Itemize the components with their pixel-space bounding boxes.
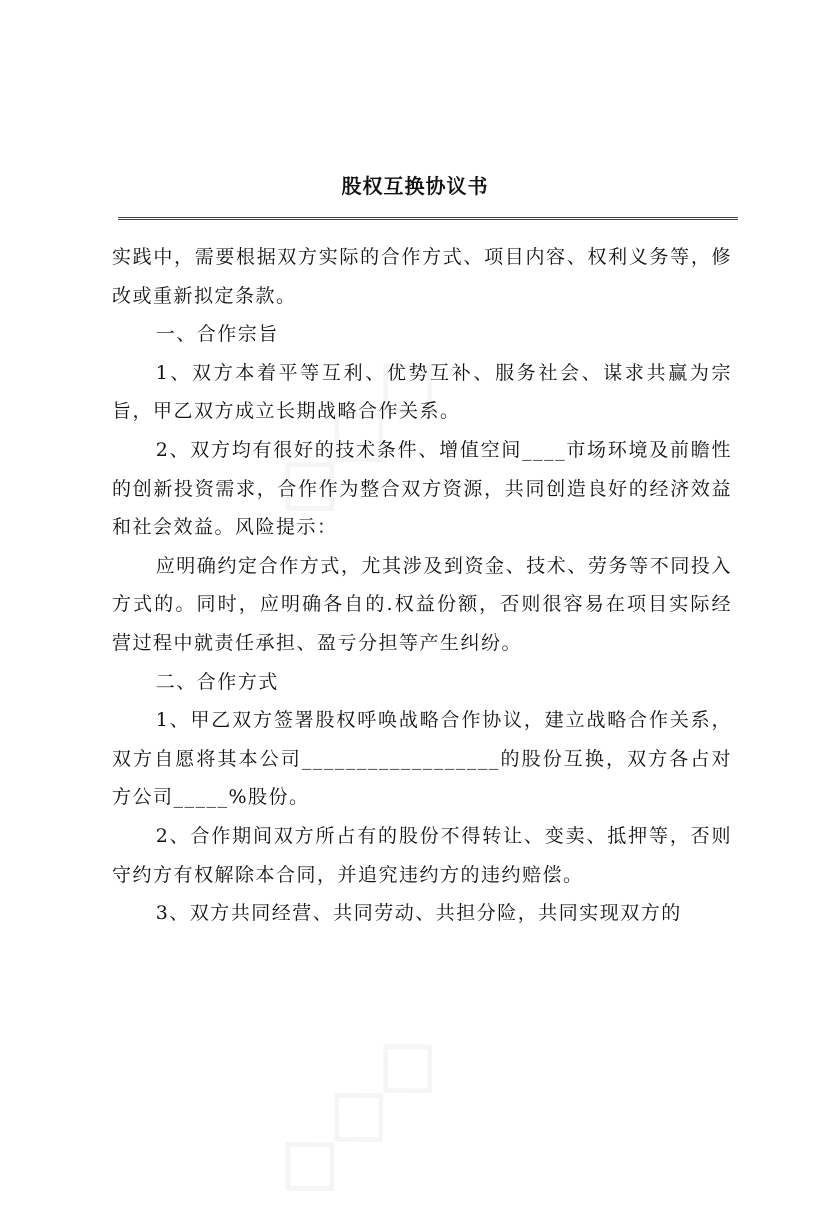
- section-heading: 二、合作方式: [155, 670, 279, 693]
- watermark: [243, 1002, 464, 1223]
- document-body: [112, 238, 732, 933]
- paragraph: 实践中，需要根据双方实际的合作方式、项目内容、权利义务等，修改或重新拟定条款。: [112, 246, 732, 307]
- section-heading: 一、合作宗旨: [155, 323, 279, 346]
- paragraph: 1、双方本着平等互利、优势互补、服务社会、谋求共赢为宗旨，甲乙双方成立长期战略合作关系。: [112, 361, 732, 423]
- paragraph: 1、甲乙双方签署股权呼唤战略合作协议，建立战略合作关系，双方自愿将其本公司__________________的股份互换，双方各占对方公司_____%股份。: [112, 709, 732, 809]
- title-divider: [118, 217, 738, 220]
- paragraph: 2、合作期间双方所占有的股份不得转让、变卖、抵押等，否则守约方有权解除本合同，并追究违约方的违约赔偿。: [112, 824, 732, 886]
- paragraph: 3、双方共同经营、共同劳动、共担分险，共同实现双方的: [155, 902, 682, 925]
- document-title: 股权互换协议书: [341, 174, 489, 198]
- paragraph: 应明确约定合作方式，尤其涉及到资金、技术、劳务等不同投入方式的。同时，应明确各自的.权益份额，否则很容易在项目实际经营过程中就责任承担、盈亏分担等产生纠纷。: [112, 554, 732, 654]
- paragraph: 2、双方均有很好的技术条件、增值空间____市场环境及前瞻性的创新投资需求，合作作为整合双方资源，共同创造良好的经济效益和社会效益。风险提示：: [112, 438, 732, 539]
